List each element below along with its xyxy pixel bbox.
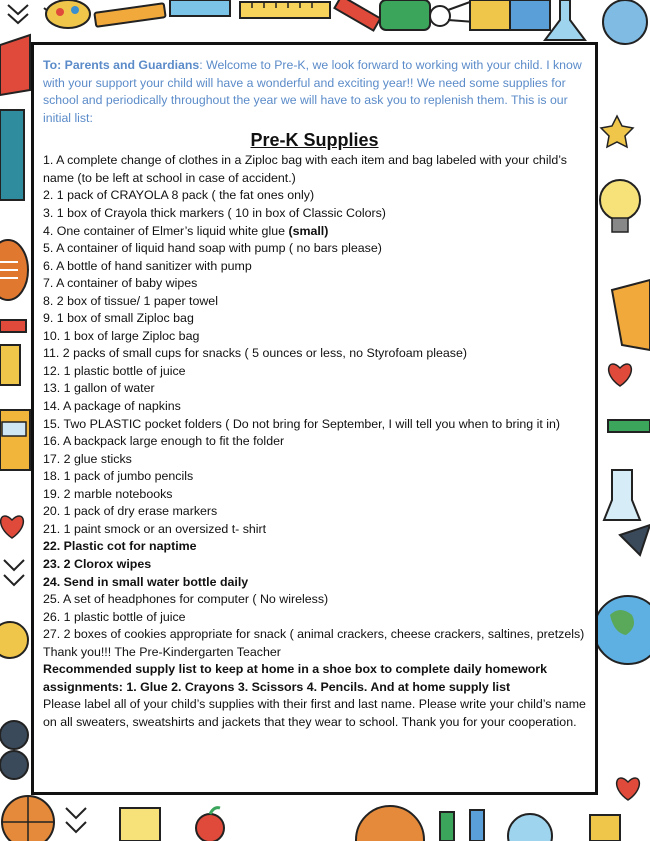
closing-section <box>43 644 586 732</box>
earth-globe-icon <box>594 596 650 664</box>
list-item-text: 4. One container of Elmer’s liquid white glue <box>43 223 289 238</box>
rocket-icon <box>620 525 650 555</box>
list-item <box>43 591 586 609</box>
list-item-text: 24. Send in small water bottle daily <box>43 574 249 589</box>
list-item-text: 13. 1 gallon of water <box>43 381 155 396</box>
list-item-text: 14. A package of napkins <box>43 399 181 414</box>
earth-globe-icon <box>356 806 424 841</box>
ruler-icon <box>240 2 330 18</box>
supply-letter <box>31 42 598 795</box>
list-item-text: 2. 1 pack of CRAYOLA 8 pack ( the fat ones only) <box>43 188 315 203</box>
list-item-text: 1. A complete change of clothes in a Ziploc bag with each item and bag labeled with your child’s name (to be left at school in case of accident.) <box>43 153 567 185</box>
list-item <box>43 521 586 539</box>
list-item <box>43 345 586 363</box>
lightbulb-icon <box>600 180 640 232</box>
closing-note: Please label all of your child’s supplies with their first and last name. Please write your child’s name on all sweaters, sweatshirts and jackets that they wear to school. Thank you for your cooperation. <box>43 697 586 729</box>
list-item-text: 18. 1 pack of jumbo pencils <box>43 469 194 484</box>
list-item-text: 23. 2 Clorox wipes <box>43 556 152 571</box>
list-item-text: 16. A backpack large enough to fit the folder <box>43 434 285 449</box>
chevron-pattern <box>66 808 86 832</box>
list-item-text: 10. 1 box of large Ziploc bag <box>43 328 200 343</box>
apple-icon <box>196 808 224 841</box>
list-item-emphasis: (small) <box>288 223 329 238</box>
list-item <box>43 433 586 451</box>
pencil-icon <box>94 0 230 27</box>
list-item-text: 9. 1 box of small Ziploc bag <box>43 311 194 326</box>
list-item <box>43 609 586 627</box>
thanks-line: Thank you!!! The Pre-Kindergarten Teacher <box>43 644 281 659</box>
list-item <box>43 240 586 258</box>
list-item-text: 5. A container of liquid hand soap with pump ( no bars please) <box>43 241 382 256</box>
intro-body: : Welcome to Pre-K, we look forward to working with your child. I know with your support your child will have a wonderful and exciting year!! We need some supplies for school and periodically throughout the year we will have to ask you to replenish them. This is our initial list: <box>43 58 582 125</box>
list-item <box>43 398 586 416</box>
palette-icon <box>46 0 90 28</box>
list-item <box>43 556 586 574</box>
list-item <box>43 468 586 486</box>
clock-icon <box>0 622 28 658</box>
football-icon <box>0 240 28 300</box>
crayon-icon <box>440 810 484 841</box>
list-item <box>43 293 586 311</box>
list-item <box>43 574 586 592</box>
list-item <box>43 258 586 276</box>
heart-icon <box>1 516 24 538</box>
list-item-text: 25. A set of headphones for computer ( No wireless) <box>43 592 329 607</box>
list-item <box>43 205 586 223</box>
crayon-icon <box>0 320 26 385</box>
binoculars-icon <box>0 721 28 779</box>
recommended-list: Recommended supply list to keep at home in a shoe box to complete daily homework assignments: 1. Glue 2. Crayons 3. Scissors 4. Pencils. And at home supply list <box>43 662 547 694</box>
chevron-pattern <box>4 560 24 585</box>
pencil-icon <box>608 420 650 432</box>
list-item <box>43 380 586 398</box>
list-item <box>43 275 586 293</box>
star-icon <box>601 116 633 147</box>
blocks-icon <box>470 0 550 30</box>
clipboard-icon <box>0 110 24 200</box>
list-item-text: 6. A bottle of hand sanitizer with pump <box>43 258 252 273</box>
list-item <box>43 538 586 556</box>
list-item-text: 21. 1 paint smock or an oversized t- shirt <box>43 521 267 536</box>
bus-icon <box>0 410 30 470</box>
page-title: Pre-K Supplies <box>250 130 379 151</box>
list-item <box>43 503 586 521</box>
basketball-icon <box>2 796 54 841</box>
list-item <box>43 310 586 328</box>
list-item <box>43 486 586 504</box>
lamp-icon <box>612 280 650 350</box>
list-item-text: 3. 1 box of Crayola thick markers ( 10 in box of Classic Colors) <box>43 206 386 221</box>
backpack-icon <box>0 35 30 95</box>
list-item <box>43 363 586 381</box>
list-item <box>43 223 586 241</box>
intro-paragraph <box>43 57 586 127</box>
heart-icon <box>617 778 640 800</box>
flask-icon <box>604 470 640 520</box>
list-item-text: 7. A container of baby wipes <box>43 276 198 291</box>
list-item-text: 17. 2 glue sticks <box>43 451 132 466</box>
list-item-text: 20. 1 pack of dry erase markers <box>43 504 218 519</box>
list-item <box>43 451 586 469</box>
heart-icon <box>609 364 632 386</box>
list-item-text: 26. 1 plastic bottle of juice <box>43 609 186 624</box>
flask-icon <box>508 814 620 841</box>
list-item <box>43 152 586 187</box>
list-item-text: 8. 2 box of tissue/ 1 paper towel <box>43 293 218 308</box>
list-item-text: 15. Two PLASTIC pocket folders ( Do not bring for September, I will tell you when to bring it in) <box>43 416 560 431</box>
list-item <box>43 328 586 346</box>
flask-icon <box>545 0 647 44</box>
list-item <box>43 416 586 434</box>
list-item <box>43 626 586 644</box>
lightbulb-icon <box>120 808 160 841</box>
scissors-icon <box>430 2 475 26</box>
intro-lead: To: Parents and Guardians <box>43 58 200 72</box>
list-item-text: 19. 2 marble notebooks <box>43 486 173 501</box>
list-item-text: 12. 1 plastic bottle of juice <box>43 363 186 378</box>
supply-list <box>43 152 586 643</box>
list-item <box>43 187 586 205</box>
list-item-text: 22. Plastic cot for naptime <box>43 539 197 554</box>
list-item-text: 27. 2 boxes of cookies appropriate for snack ( animal crackers, cheese crackers, saltines, pretzels) <box>43 627 585 642</box>
pencil-icon <box>334 0 430 31</box>
list-item-text: 11. 2 packs of small cups for snacks ( 5 ounces or less, no Styrofoam please) <box>43 346 467 361</box>
